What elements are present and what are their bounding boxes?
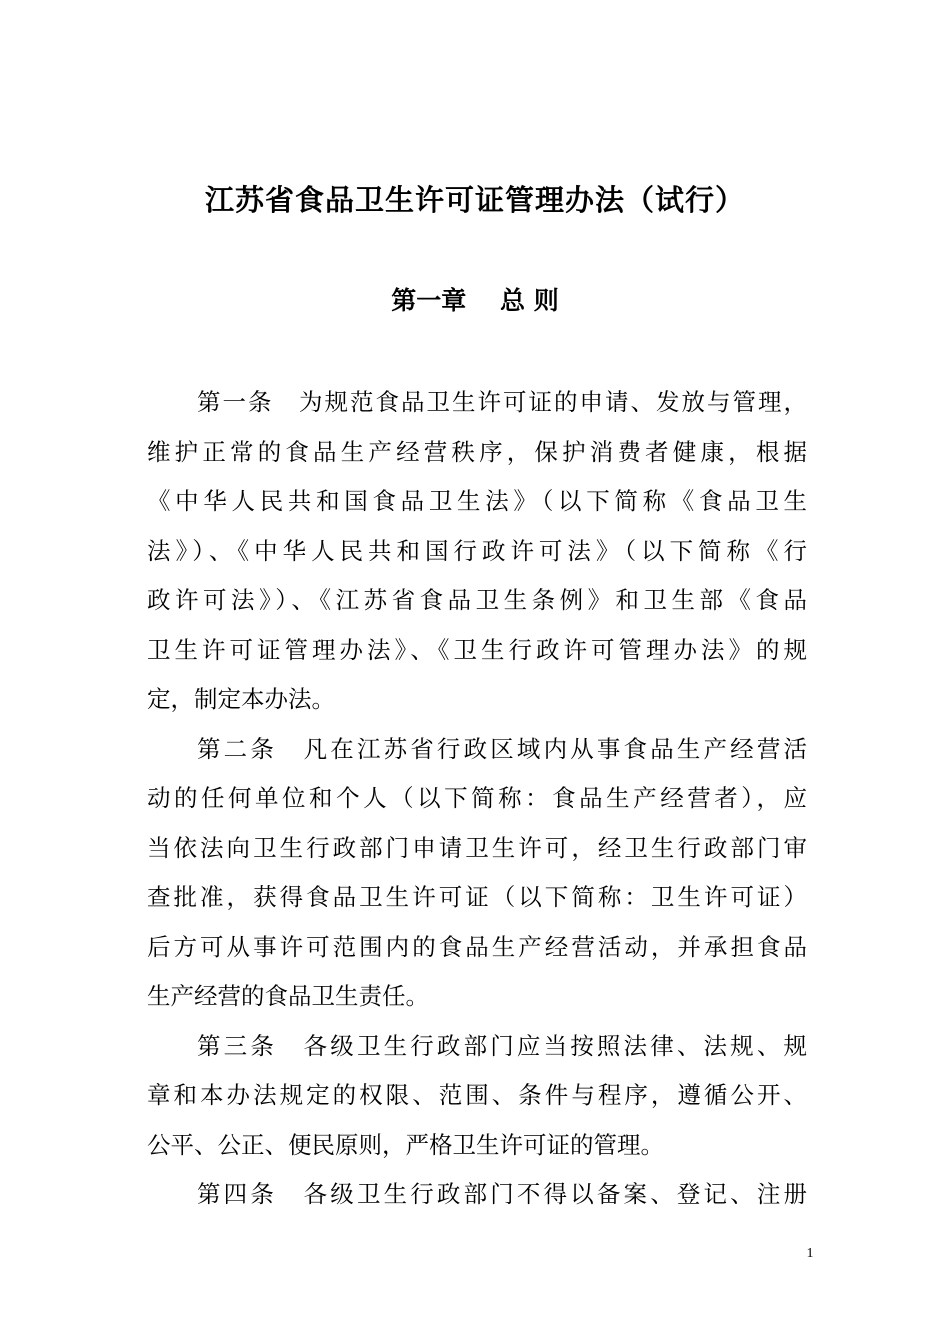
document-body xyxy=(147,378,807,1220)
body-line: 公平、公正、便民原则，严格卫生许可证的管理。 xyxy=(147,1130,664,1159)
body-line: 动的任何单位和个人（以下简称：食品生产经营者），应 xyxy=(147,784,807,812)
body-line: 第三条 各级卫生行政部门应当按照法律、法规、规 xyxy=(197,1031,807,1060)
page-number: 1 xyxy=(806,1246,814,1261)
chapter-heading: 第一章 总 则 xyxy=(391,286,559,315)
body-line: 定，制定本办法。 xyxy=(147,685,335,713)
body-line: 查批准，获得食品卫生许可证（以下简称：卫生许可证） xyxy=(147,883,807,911)
body-line: 当依法向卫生行政部门申请卫生许可，经卫生行政部门审 xyxy=(147,833,807,862)
body-line: 后方可从事许可范围内的食品生产经营活动，并承担食品 xyxy=(147,932,807,961)
body-line: 法》）、《中华人民共和国行政许可法》（以下简称《行 xyxy=(147,536,807,565)
body-line: 第二条 凡在江苏省行政区域内从事食品生产经营活 xyxy=(197,734,807,763)
document-title: 江苏省食品卫生许可证管理办法（试行） xyxy=(204,183,745,217)
body-line: 章和本办法规定的权限、范围、条件与程序，遵循公开、 xyxy=(147,1081,807,1109)
body-line: 第四条 各级卫生行政部门不得以备案、登记、注册 xyxy=(197,1180,807,1208)
body-line: 卫生许可证管理办法》、《卫生行政许可管理办法》的规 xyxy=(147,635,807,664)
body-line: 生产经营的食品卫生责任。 xyxy=(147,982,429,1010)
body-line: 《中华人民共和国食品卫生法》（以下简称《食品卫生 xyxy=(147,487,807,515)
body-line: 维护正常的食品生产经营秩序，保护消费者健康，根据 xyxy=(147,437,807,466)
body-line: 第一条 为规范食品卫生许可证的申请、发放与管理， xyxy=(197,388,807,416)
body-line: 政许可法》）、《江苏省食品卫生条例》和卫生部《食品 xyxy=(147,586,807,614)
